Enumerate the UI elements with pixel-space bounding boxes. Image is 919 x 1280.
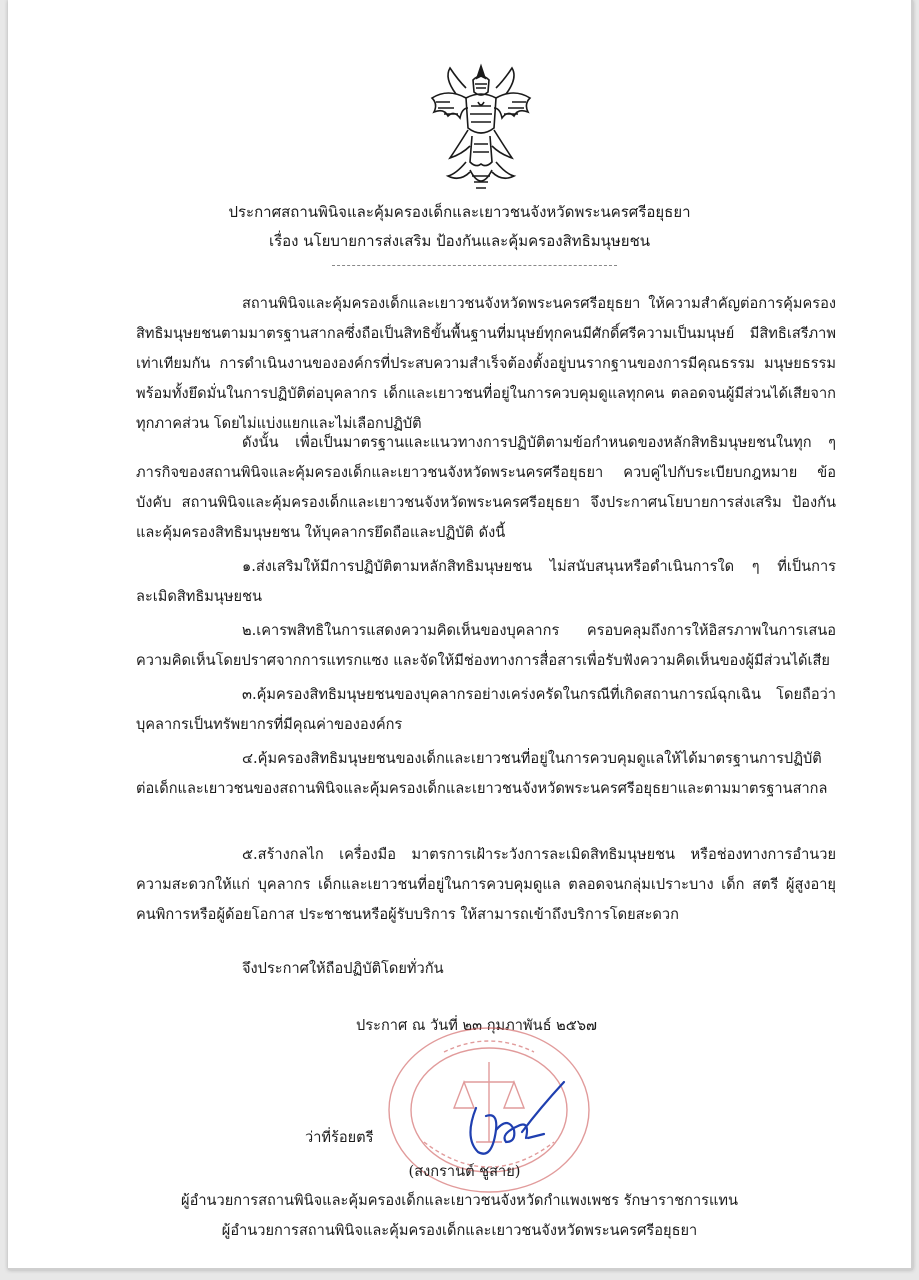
document-subject: เรื่อง นโยบายการส่งเสริม ป้องกันและคุ้มครองสิทธิมนุษยชน [268, 232, 651, 250]
policy-item-3: ๓.คุ้มครองสิทธิมนุษยชนของบุคลากรอย่างเคร่งครัดในกรณีที่เกิดสถานการณ์ฉุกเฉิน โดยถือว่าบุคลากรเป็นทรัพยากรที่มีคุณค่าขององค์กร [136, 686, 836, 733]
document-page [8, 0, 913, 1270]
announcement-date: ประกาศ ณ วันที่ ๒๓ กุมภาพันธ์ ๒๕๖๗ [356, 1017, 598, 1034]
policy-item-5: ๕.สร้างกลไก เครื่องมือ มาตรการเฝ้าระวังการละเมิดสิทธิมนุษยชน หรือช่องทางการอำนวยความสะดวกให้แก่ บุคลากร เด็กและเยาวชนที่อยู่ในการควบคุมดูแล ตลอดจนกลุ่มเปราะบาง เด็ก สตรี ผู้สูงอายุ คนพิการหรือผู้ด้อยโอกาส ประชาชนหรือผู้รับบริการ ให้สามารถเข้าถึงบริการโดยสะดวก [136, 846, 836, 923]
paragraph-policy-preamble: ดังนั้น เพื่อเป็นมาตรฐานและแนวทางการปฏิบัติตามข้อกำหนดของหลักสิทธิมนุษยชนในทุก ๆ ภารกิจของสถานพินิจและคุ้มครองเด็กและเยาวชนจังหวัดพระนครศรีอยุธยา ควบคู่ไปกับระเบียบกฎหมาย ข้อบังคับ สถานพินิจและคุ้มครองเด็กและเยาวชนจังหวัดพระนครศรีอยุธยา จึงประกาศนโยบายการส่งเสริม ป้องกันและคุ้มครองสิทธิมนุษยชน ให้บุคลากรยึดถือและปฏิบัติ ดังนี้ [136, 434, 836, 541]
policy-item-1: ๑.ส่งเสริมให้มีการปฏิบัติตามหลักสิทธิมนุษยชน ไม่สนับสนุนหรือดำเนินการใด ๆ ที่เป็นการละเมิดสิทธิมนุษยชน [136, 558, 836, 605]
policy-item-4: ๔.คุ้มครองสิทธิมนุษยชนของเด็กและเยาวชนที่อยู่ในการควบคุมดูแลให้ได้มาตรฐานการปฏิบัติต่อเด็กและเยาวชนของสถานพินิจและคุ้มครองเด็กและเยาวชนจังหวัดพระนครศรีอยุธยาและตามมาตรฐานสากล [136, 750, 828, 797]
handwritten-signature-icon [456, 1068, 576, 1168]
policy-item-2: ๒.เคารพสิทธิในการแสดงความคิดเห็นของบุคลากร ครอบคลุมถึงการให้อิสรภาพในการเสนอความคิดเห็นโดยปราศจากการแทรกแซง และจัดให้มีช่องทางการสื่อสารเพื่อรับฟังความคิดเห็นของผู้มีส่วนได้เสีย [136, 622, 836, 669]
signatory-rank: ว่าที่ร้อยตรี [305, 1129, 374, 1146]
signatory-position-line2: ผู้อำนวยการสถานพินิจและคุ้มครองเด็กและเยาวชนจังหวัดพระนครศรีอยุธยา [221, 1222, 698, 1239]
document-title: ประกาศสถานพินิจและคุ้มครองเด็กและเยาวชนจังหวัดพระนครศรีอยุธยา [228, 203, 691, 221]
closing-statement: จึงประกาศให้ถือปฏิบัติโดยทั่วกัน [242, 960, 444, 977]
signatory-name: (สงกรานต์ ชูสาย) [408, 1163, 521, 1180]
title-divider [332, 265, 617, 266]
garuda-emblem-icon [426, 58, 536, 198]
paragraph-intro: สถานพินิจและคุ้มครองเด็กและเยาวชนจังหวัดพระนครศรีอยุธยา ให้ความสำคัญต่อการคุ้มครองสิทธิมนุษยชนตามมาตรฐานสากลซึ่งถือเป็นสิทธิขั้นพื้นฐานที่มนุษย์ทุกคนมีศักดิ์ศรีความเป็นมนุษย์ มีสิทธิเสรีภาพเท่าเทียมกัน การดำเนินงานขององค์กรที่ประสบความสำเร็จต้องตั้งอยู่บนรากฐานของการมีคุณธรรม มนุษยธรรม พร้อมทั้งยึดมั่นในการปฏิบัติต่อบุคลากร เด็กและเยาวชนที่อยู่ในการควบคุมดูแลทุกคน ตลอดจนผู้มีส่วนได้เสียจากทุกภาคส่วน โดยไม่แบ่งแยกและไม่เลือกปฏิบัติ [136, 295, 836, 432]
signatory-position-line1: ผู้อำนวยการสถานพินิจและคุ้มครองเด็กและเยาวชนจังหวัดกำแพงเพชร รักษาราชการแทน [181, 1192, 738, 1209]
